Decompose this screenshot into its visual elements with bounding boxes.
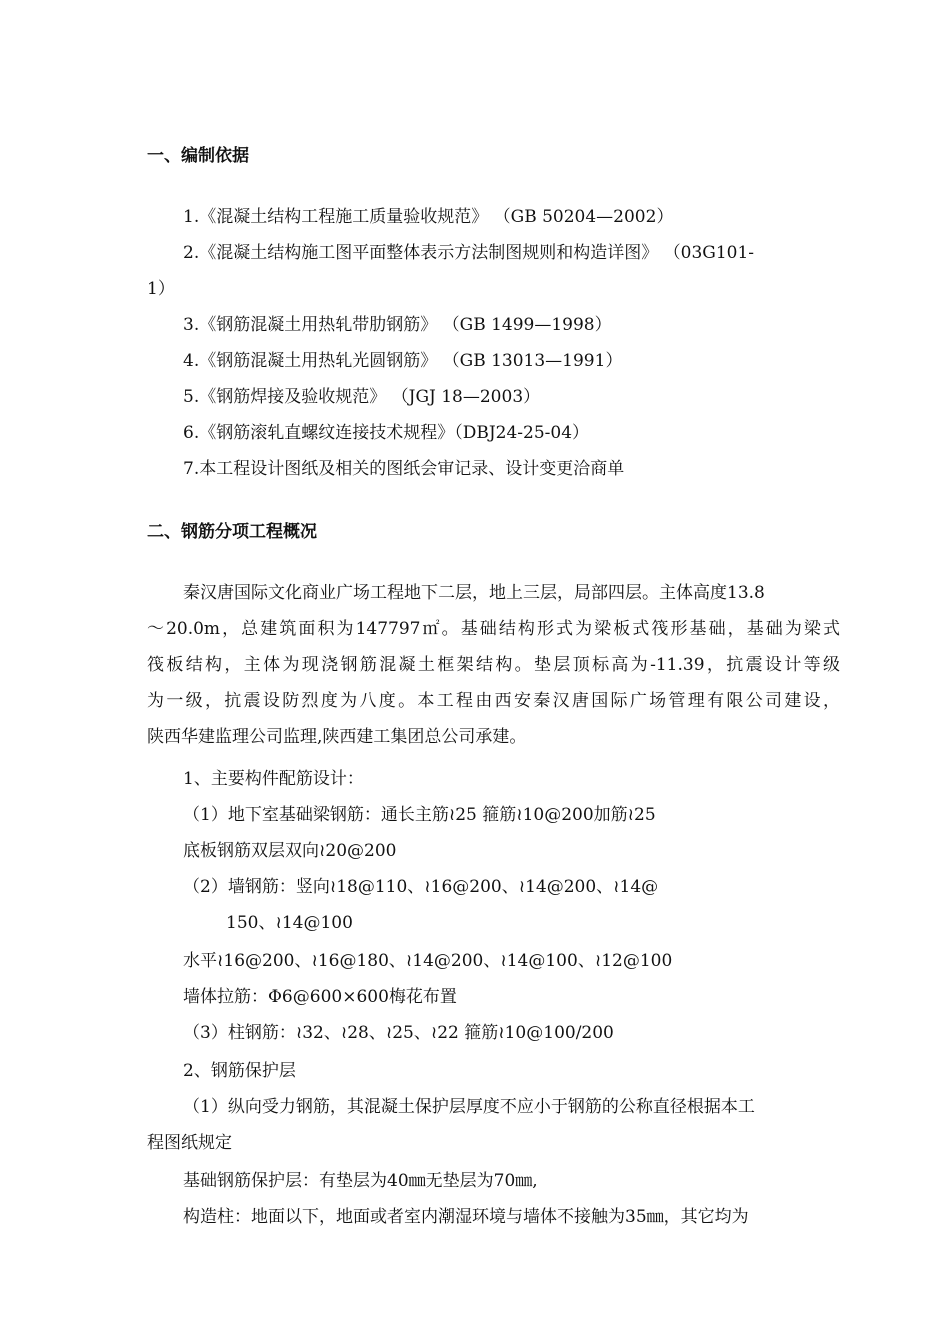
basis-item-1: 1.《混凝土结构工程施工质量验收规范》 （GB 50204—2002） bbox=[183, 207, 674, 227]
design-line-foundation-beam: （1）地下室基础梁钢筋：通长主筋≀25 箍筋≀10@200加筋≀25 bbox=[183, 805, 656, 825]
cover-line-longitudinal: （1）纵向受力钢筋，其混凝土保护层厚度不应小于钢筋的公称直径根据本工 bbox=[183, 1097, 755, 1117]
basis-item-2: 2.《混凝土结构施工图平面整体表示方法制图规则和构造详图》 （03G101- bbox=[183, 243, 755, 263]
design-line-column: （3）柱钢筋：≀32、≀28、≀25、≀22 箍筋≀10@100/200 bbox=[183, 1023, 614, 1043]
overview-paragraph-line: 为一级，抗震设防烈度为八度。本工程由西安秦汉唐国际广场管理有限公司建设， bbox=[147, 691, 840, 711]
basis-item-6: 6.《钢筋滚轧直螺纹连接技术规程》（DBJ24-25-04） bbox=[183, 423, 590, 443]
basis-item-3: 3.《钢筋混凝土用热轧带肋钢筋》 （GB 1499—1998） bbox=[183, 315, 612, 335]
overview-paragraph-line: 陕西华建监理公司监理,陕西建工集团总公司承建。 bbox=[147, 727, 527, 747]
design-line-base-slab: 底板钢筋双层双向≀20@200 bbox=[183, 841, 397, 861]
section-heading-basis: 一、编制依据 bbox=[147, 146, 249, 166]
design-line-wall-vertical-continued: 150、≀14@100 bbox=[226, 913, 353, 933]
basis-item-4: 4.《钢筋混凝土用热轧光圆钢筋》 （GB 13013—1991） bbox=[183, 351, 623, 371]
subheading-cover: 2、钢筋保护层 bbox=[183, 1061, 296, 1081]
cover-line-foundation: 基础钢筋保护层：有垫层为40㎜无垫层为70㎜, bbox=[183, 1171, 538, 1191]
overview-paragraph-line: 秦汉唐国际文化商业广场工程地下二层，地上三层，局部四层。主体高度13.8 bbox=[183, 583, 765, 603]
basis-item-2-continued: 1） bbox=[147, 279, 175, 299]
section-heading-overview: 二、钢筋分项工程概况 bbox=[147, 522, 317, 542]
overview-paragraph-line: ～20.0m，总建筑面积为147797㎡。基础结构形式为梁板式筏形基础，基础为梁式 bbox=[147, 619, 840, 639]
subheading-reinforcement-design: 1、主要构件配筋设计： bbox=[183, 769, 364, 789]
design-line-wall-ties: 墙体拉筋：Φ6@600×600梅花布置 bbox=[183, 987, 457, 1007]
cover-line-longitudinal-continued: 程图纸规定 bbox=[147, 1133, 232, 1153]
basis-item-5: 5.《钢筋焊接及验收规范》 （JGJ 18—2003） bbox=[183, 387, 541, 407]
basis-item-7: 7.本工程设计图纸及相关的图纸会审记录、设计变更洽商单 bbox=[183, 459, 625, 479]
overview-paragraph-line: 筏板结构，主体为现浇钢筋混凝土框架结构。垫层顶标高为-11.39，抗震设计等级 bbox=[147, 655, 840, 675]
design-line-wall-vertical: （2）墙钢筋：竖向≀18@110、≀16@200、≀14@200、≀14@ bbox=[183, 877, 659, 897]
cover-line-construction-column: 构造柱：地面以下，地面或者室内潮湿环境与墙体不接触为35㎜，其它均为 bbox=[183, 1207, 749, 1227]
design-line-wall-horizontal: 水平≀16@200、≀16@180、≀14@200、≀14@100、≀12@100 bbox=[183, 951, 673, 971]
